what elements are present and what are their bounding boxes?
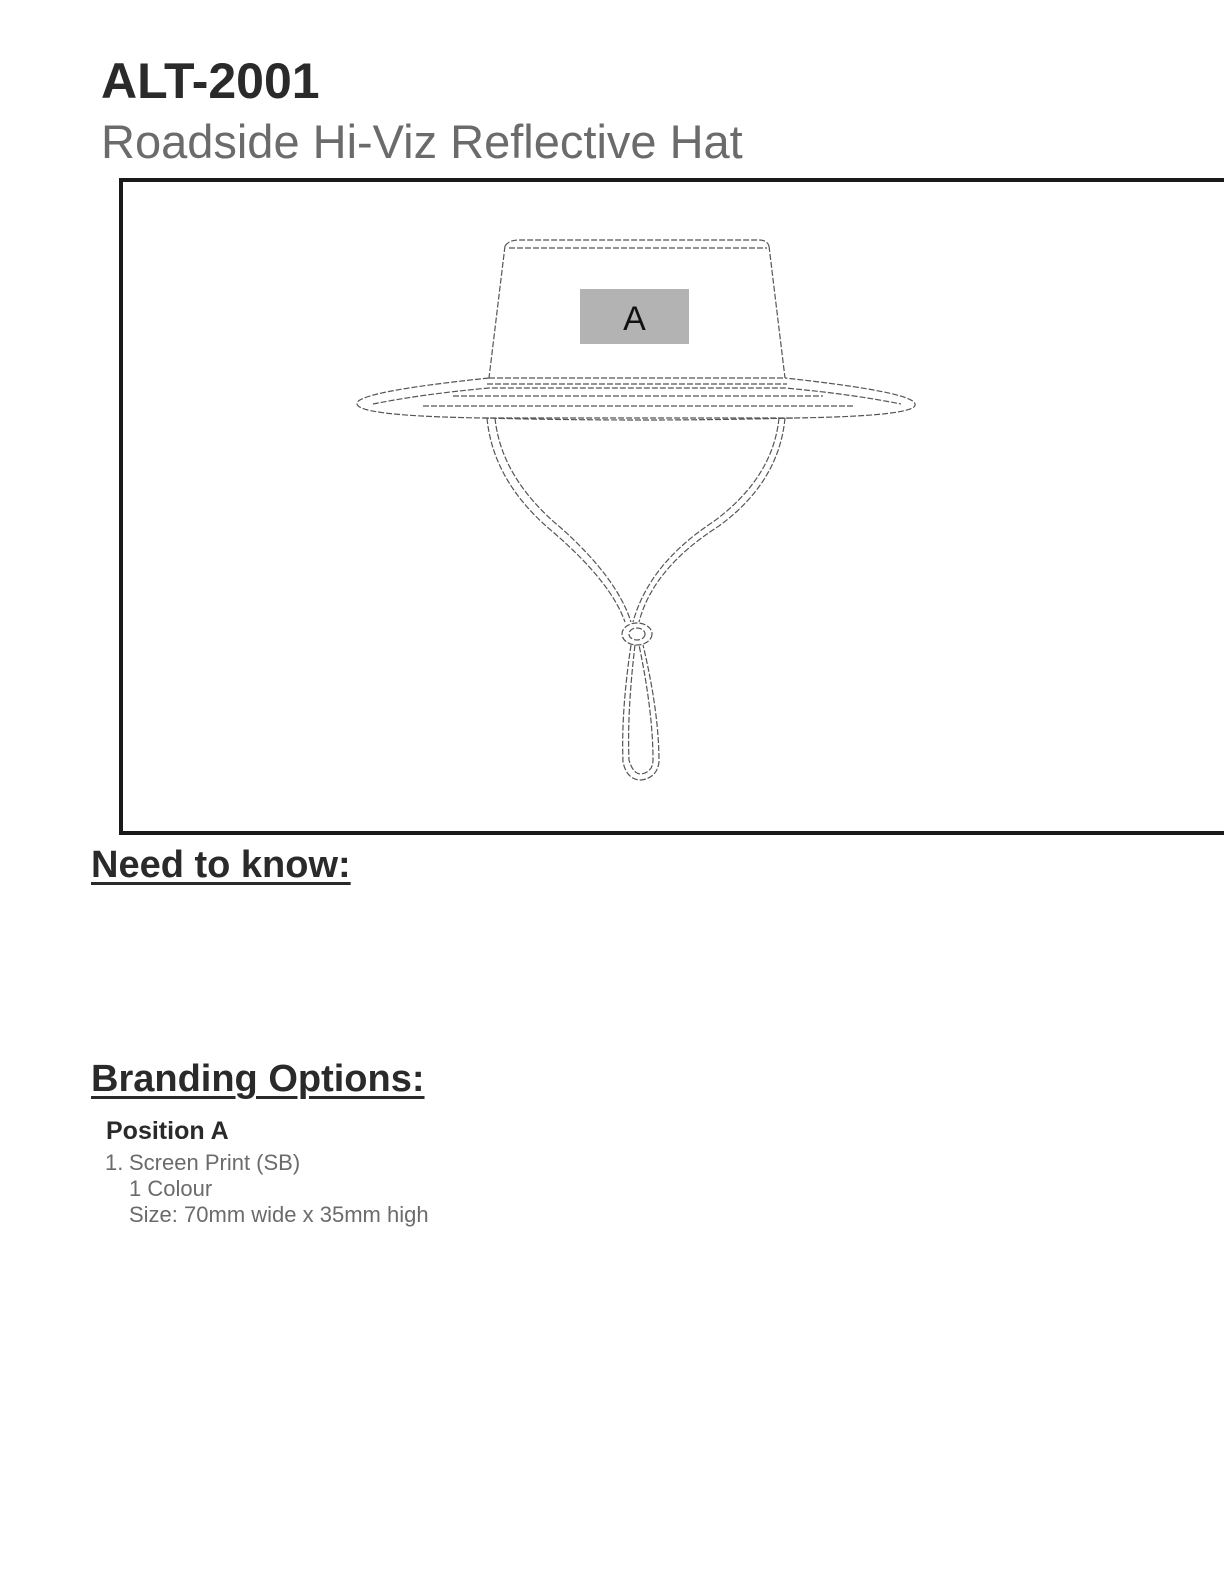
hat-strap-right-inner bbox=[633, 418, 779, 622]
branding-option-colours: 1 Colour bbox=[129, 1176, 213, 1201]
hat-strap-right-outer bbox=[639, 418, 785, 622]
hat-strap-left-inner bbox=[495, 418, 631, 622]
hat-crown-top bbox=[505, 240, 769, 246]
need-to-know-heading: Need to know: bbox=[91, 844, 351, 886]
hat-toggle-inner bbox=[629, 628, 645, 640]
branding-option-number: 1. bbox=[105, 1150, 124, 1175]
hat-crown-left bbox=[489, 246, 505, 378]
hat-crown-right bbox=[769, 246, 785, 378]
branding-position-marker-label: A bbox=[623, 300, 646, 338]
position-a-label: Position A bbox=[106, 1117, 229, 1145]
product-code: ALT-2001 bbox=[101, 53, 320, 109]
hat-illustration bbox=[123, 182, 1224, 831]
branding-option bbox=[105, 1150, 429, 1228]
product-name: Roadside Hi-Viz Reflective Hat bbox=[101, 115, 743, 168]
hat-strap-left-outer bbox=[487, 418, 625, 622]
branding-options-list bbox=[105, 1150, 429, 1228]
branding-options-heading: Branding Options: bbox=[91, 1058, 425, 1100]
hat-toggle bbox=[622, 623, 652, 645]
branding-option-size: Size: 70mm wide x 35mm high bbox=[129, 1202, 429, 1227]
product-image-frame bbox=[119, 178, 1224, 835]
hat-strap-loop-inner bbox=[629, 645, 653, 774]
branding-option-method: Screen Print (SB) bbox=[129, 1150, 301, 1175]
